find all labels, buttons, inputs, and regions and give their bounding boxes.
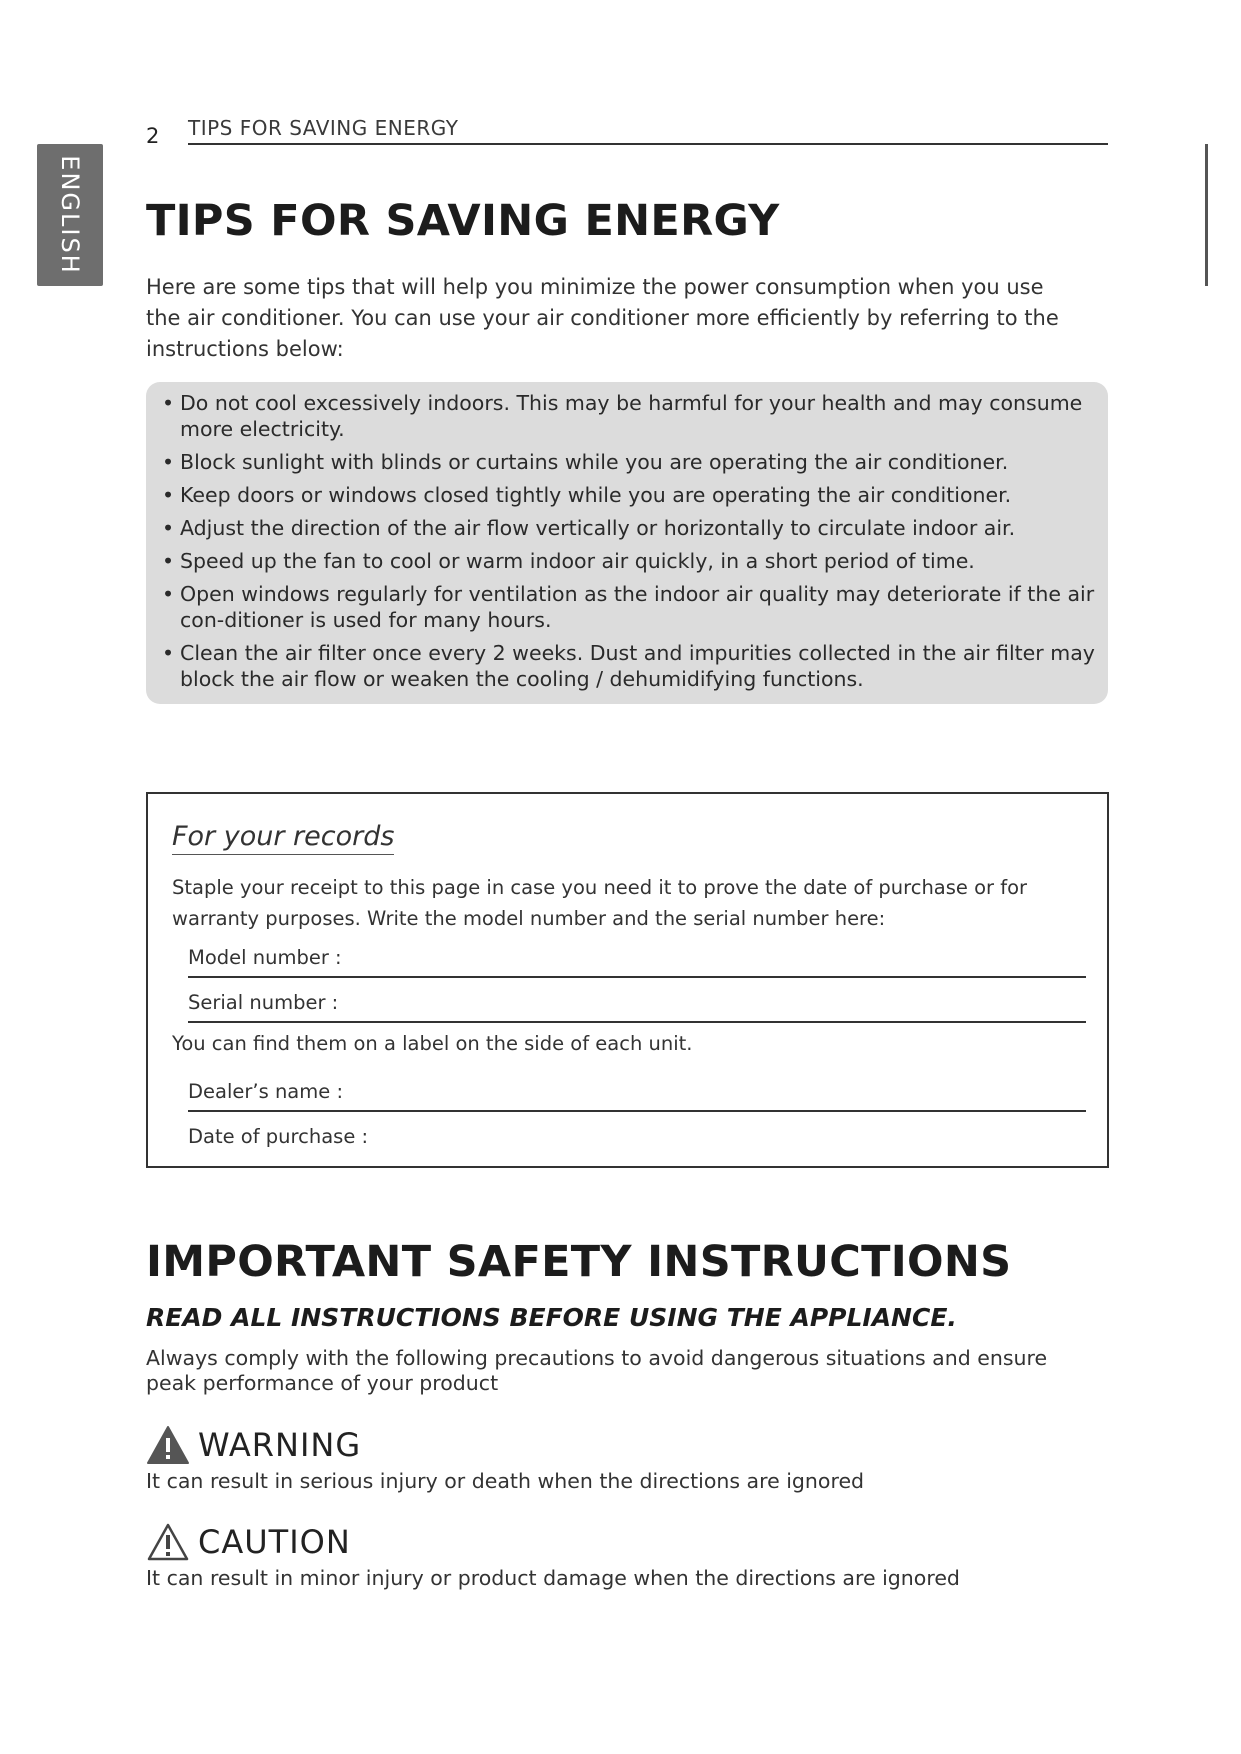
list-item: • Do not cool excessively indoors. This may be harmful for your health and may consume more electricity. <box>162 391 1083 441</box>
tips-intro: Here are some tips that will help you minimize the power consumption when you use the air conditioner. You can use your air conditioner more efficiently by referring to the instructions below: <box>146 275 1059 361</box>
model-number-label: Model number : <box>188 946 342 969</box>
page-number: 2 <box>146 124 160 148</box>
safety-subtitle: READ ALL INSTRUCTIONS BEFORE USING THE APPLIANCE. <box>146 1303 957 1332</box>
dealer-name-field[interactable] <box>188 1074 1086 1112</box>
serial-number-field[interactable] <box>188 985 1086 1023</box>
tips-list <box>162 390 1108 692</box>
caution-label <box>146 1522 351 1562</box>
records-title: For your records <box>172 820 394 855</box>
bullet-icon: • <box>162 450 175 474</box>
bullet-icon: • <box>162 391 175 415</box>
list-item: • Speed up the fan to cool or warm indoor air quickly, in a short period of time. <box>162 549 975 573</box>
header-rule <box>188 143 1108 145</box>
date-of-purchase-label: Date of purchase : <box>188 1125 369 1148</box>
safety-title: IMPORTANT SAFETY INSTRUCTIONS <box>146 1237 1012 1287</box>
bullet-icon: • <box>162 641 175 665</box>
bullet-icon: • <box>162 483 175 507</box>
running-header: TIPS FOR SAVING ENERGY <box>188 116 459 140</box>
right-margin-rule <box>1205 144 1208 286</box>
list-item: • Clean the air filter once every 2 weeks. Dust and impurities collected in the air filter may block the air flow or weaken the cooling / dehumidifying functions. <box>162 641 1095 691</box>
warning-description: It can result in serious injury or death when the directions are ignored <box>146 1469 865 1493</box>
bullet-icon: • <box>162 516 175 540</box>
language-tab <box>37 144 103 286</box>
tips-box <box>146 382 1108 704</box>
model-number-field[interactable] <box>188 940 1086 978</box>
warning-label <box>146 1425 361 1465</box>
bullet-icon: • <box>162 582 175 606</box>
page-title: TIPS FOR SAVING ENERGY <box>146 196 780 246</box>
warning-triangle-filled-icon <box>146 1425 190 1465</box>
warning-word: WARNING <box>198 1426 362 1464</box>
caution-triangle-outline-icon <box>146 1522 190 1562</box>
date-of-purchase-field[interactable] <box>188 1119 1086 1155</box>
list-item: • Keep doors or windows closed tightly while you are operating the air conditioner. <box>162 483 1012 507</box>
caution-word: CAUTION <box>198 1523 351 1561</box>
caution-description: It can result in minor injury or product damage when the directions are ignored <box>146 1566 960 1590</box>
serial-number-label: Serial number : <box>188 991 339 1014</box>
dealer-name-label: Dealer’s name : <box>188 1080 344 1103</box>
records-box <box>146 792 1109 1168</box>
records-note: You can find them on a label on the side of each unit. <box>172 1032 693 1055</box>
safety-text: Always comply with the following precautions to avoid dangerous situations and ensure peak performance of your product <box>146 1346 1048 1395</box>
list-item: • Block sunlight with blinds or curtains while you are operating the air conditioner. <box>162 450 1009 474</box>
list-item: • Open windows regularly for ventilation as the indoor air quality may deteriorate if the air con-ditioner is used for many hours. <box>162 582 1095 632</box>
records-description: Staple your receipt to this page in case you need it to prove the date of purchase or for warranty purposes. Write the model number and the serial number here: <box>172 876 1028 930</box>
bullet-icon: • <box>162 549 175 573</box>
list-item: • Adjust the direction of the air flow vertically or horizontally to circulate indoor air. <box>162 516 1016 540</box>
language-tab-label: ENGLISH <box>56 155 84 275</box>
